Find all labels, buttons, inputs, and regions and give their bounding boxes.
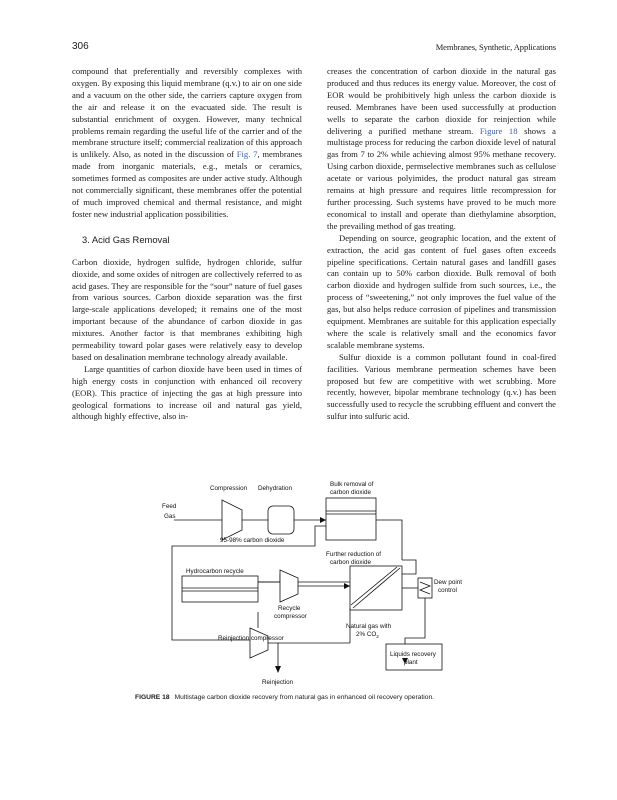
figure-caption xyxy=(135,694,434,701)
label-bulk-removal-2: carbon dioxide xyxy=(330,489,371,496)
paragraph: Large quantities of carbon dioxide have been used in times of high energy costs in conjunction with enhanced oil recovery (EOR). This practice of injecting the gas at high pressure into geological formations to increase oil and natural gas yield, although highly effective, also in- xyxy=(72,363,302,422)
label-dew-point: Dew point xyxy=(434,579,463,586)
recycle-compressor-shape xyxy=(280,570,298,602)
label-feed: Feed xyxy=(162,503,177,510)
paragraph: compound that preferentially and reversibly complexes with oxygen. By exposing this liquid membrane (q.v.) to air on one side and a vacuum on the other side, the carriers capture oxygen from the air and release it on the evacuated side. The result is substantial enrichment of oxygen. However, many technical problems remain regarding the useful life of the carrier and of the membrane structure itself; commercial realization of this approach is unlikely. Also, as noted in the discussion of Fig. 7, membranes made from inorganic materials, e.g., metals or ceramics, sometimes formed as composites are under active study. Although not commercially significant, these membranes offer the potential of much improved chemical and thermal resistance, and might foster new industrial application possibilities. xyxy=(72,66,302,219)
dehydration-unit xyxy=(268,506,294,534)
page-number: 306 xyxy=(72,41,89,52)
label-natural-gas: Natural gas with xyxy=(346,623,392,630)
process-flow-diagram xyxy=(150,478,470,688)
paragraph: Depending on source, geographic location, and the extent of extraction, the acid gas content of fuel gases often exceeds pipeline specifications. Certain natural gases and landfill gases can contain up to 50% carbon dioxide. Bulk removal of both carbon dioxide and hydrogen sulfide from such sources, i.e., the process of “sweetening,” not only improves the fuel value of the gas, but also helps reduce corrosion of pipelines and transmission equipment. Membranes are suitable for this application especially where the scale is relatively small and the economics favor scalable membrane systems. xyxy=(327,232,556,350)
label-dehydration: Dehydration xyxy=(258,485,292,492)
figure-18-link[interactable]: Figure 18 xyxy=(479,125,518,136)
compressor-shape xyxy=(222,500,242,540)
reinjection-compressor-shape xyxy=(250,628,268,658)
label-dew-point-2: control xyxy=(438,587,457,594)
running-title: Membranes, Synthetic, Applications xyxy=(435,42,556,52)
label-reinjection-compressor: Reinjection compressor xyxy=(218,635,284,642)
caption-text: Multistage carbon dioxide recovery from natural gas in enhanced oil recovery operation. xyxy=(174,694,435,701)
label-recycle: Recycle xyxy=(278,605,301,612)
label-hydrocarbon-recycle: Hydrocarbon recycle xyxy=(186,568,244,575)
paragraph: creases the concentration of carbon dioxide in the natural gas produced and thus reduces its energy value. Moreover, the cost of EOR would be prohibitively high unless the carbon dioxide is reused. Membranes have been used successfully at production wells to separate the carbon dioxide for reinjection while delivering a purified methane stream. Figure 18 shows a multistage process for reducing the carbon dioxide level of natural gas from 7 to 2% while achieving almost 95% methane recovery. Using carbon dioxide, permselective membranes such as cellulose acetate or various polyimides, the product natural gas stream remains at high pressure and requires little recompression for further processing. Such systems have proved to be much more economical to install and operate than diethylamine absorption, the prevailing method of gas treating. xyxy=(327,66,556,231)
label-carbon-dioxide-pct: 95-98% carbon dioxide xyxy=(220,537,285,544)
label-recycle-compressor: compressor xyxy=(274,613,307,620)
label-liquids-recovery-2: plant xyxy=(404,659,418,666)
label-compression: Compression xyxy=(210,485,248,492)
label-bulk-removal: Bulk removal of xyxy=(330,481,374,488)
left-column xyxy=(72,66,302,423)
label-further-reduction: Further reduction of xyxy=(326,551,381,558)
figure-7-link[interactable]: Fig. 7 xyxy=(236,149,258,160)
paragraph: Sulfur dioxide is a common pollutant found in coal-fired facilities. Various membrane permeation schemes have been proposed but few are competitive with wet scrubbing. More recently, however, bipolar membrane technology (q.v.) has been successfully used to recycle the scrubbing effluent and convert the sulfur into sulfuric acid. xyxy=(327,351,556,422)
figure-18-diagram xyxy=(150,478,470,688)
label-gas: Gas xyxy=(164,513,176,520)
right-column xyxy=(327,66,556,423)
caption-label: FIGURE 18 xyxy=(135,694,170,701)
label-further-reduction-2: carbon dioxide xyxy=(330,559,371,566)
section-heading: 3. Acid Gas Removal xyxy=(82,233,170,245)
label-liquids-recovery: Liquids recovery xyxy=(390,651,436,658)
paragraph: Carbon dioxide, hydrogen sulfide, hydrogen chloride, sulfur dioxide, and some oxides of nitrogen are collectively referred to as acid gases. They are responsible for the “sour” nature of fuel gases from various sources. Carbon dioxide separation was the first large-scale applications developed; it remains one of the most important because of the abundance of carbon dioxide in gas mixtures. Another factor is that membranes exhibiting high permeability toward polar gases were relatively easy to develop based on desalination membrane technology already available. xyxy=(72,256,302,362)
label-reinjection: Reinjection xyxy=(262,679,294,686)
label-natural-gas-2: 2% $CO_2$ xyxy=(356,631,379,639)
membrane-module-recycle xyxy=(182,576,258,602)
membrane-module-bulk xyxy=(326,498,376,540)
